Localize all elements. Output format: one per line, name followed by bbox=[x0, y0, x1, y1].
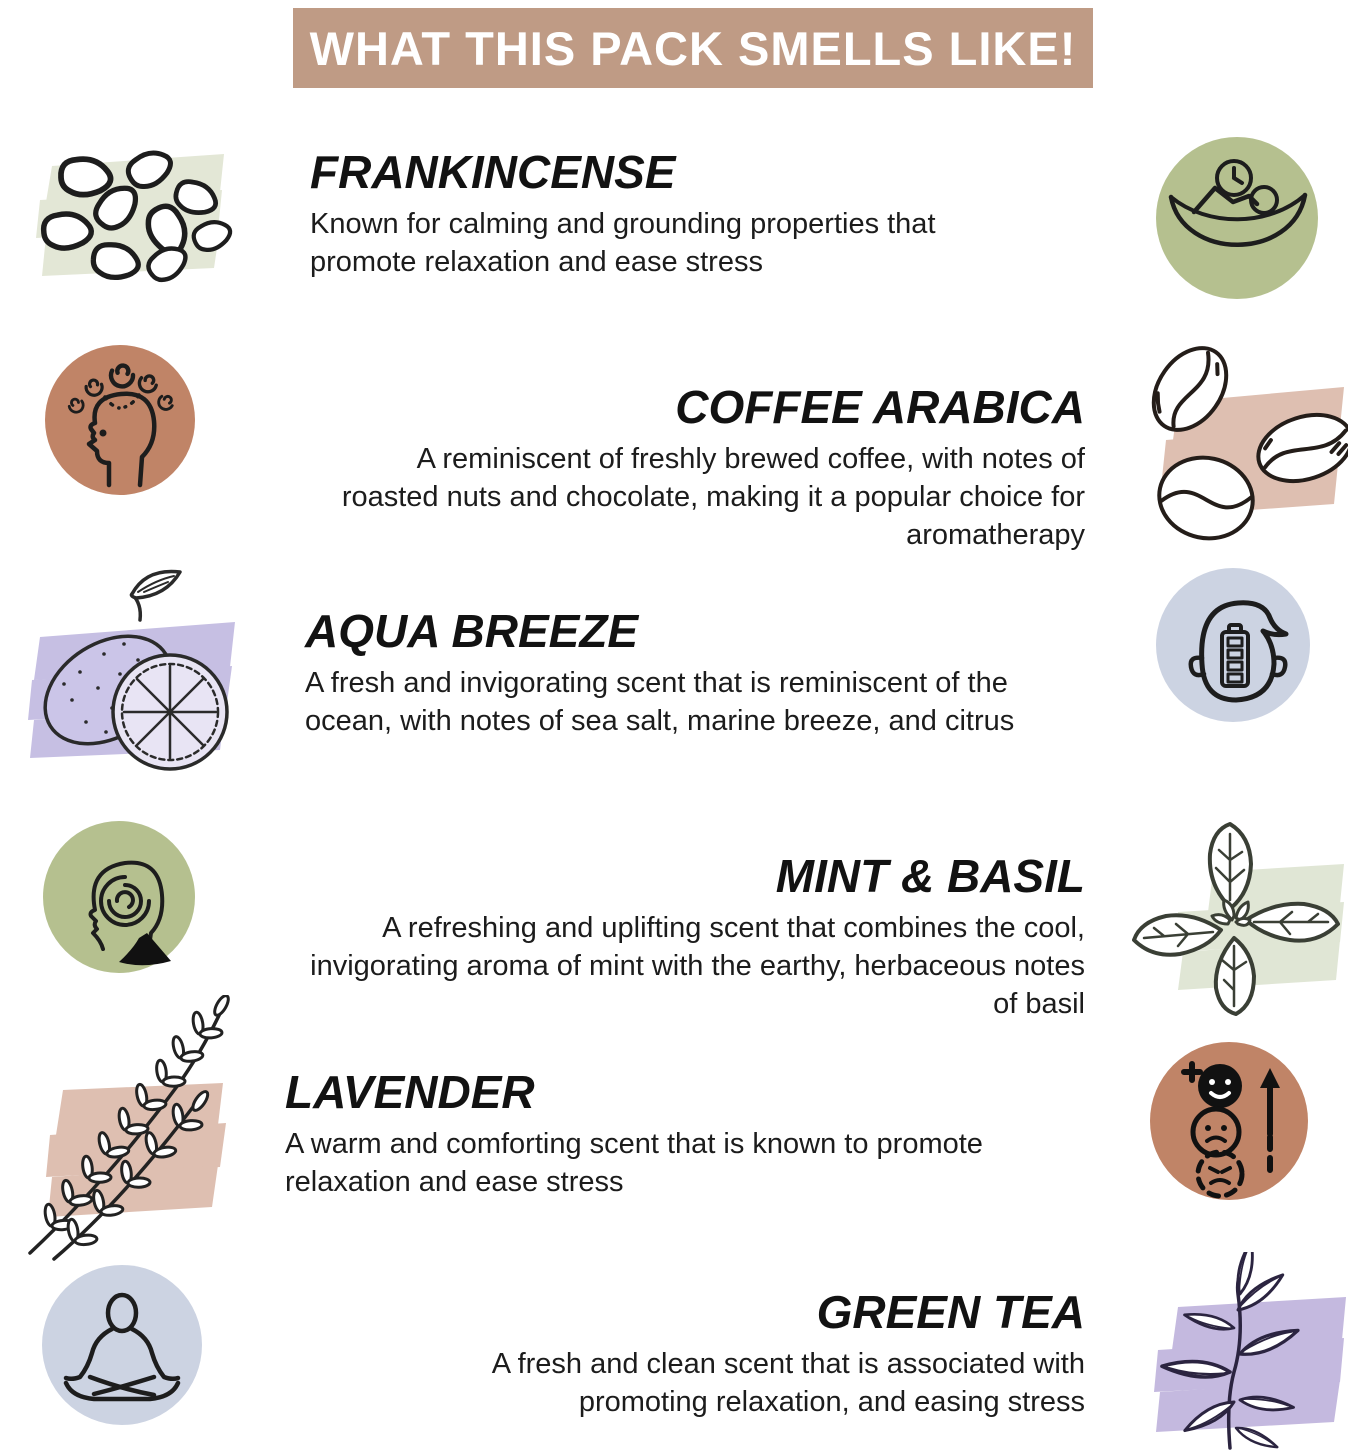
section-coffee-arabica bbox=[325, 383, 1085, 554]
section-mint-basil bbox=[310, 852, 1085, 1023]
section-frankincense bbox=[310, 148, 1045, 282]
lavender-sprig-illustration bbox=[18, 995, 258, 1265]
scent-title-coffee-arabica: COFFEE ARABICA bbox=[675, 381, 1085, 433]
frankincense-resin-illustration bbox=[22, 138, 237, 300]
scent-title-lavender: LAVENDER bbox=[285, 1066, 535, 1118]
scent-title-frankincense: FRANKINCENSE bbox=[310, 146, 676, 198]
scent-description-green-tea: A fresh and clean scent that is associated with promoting relaxation, and easing stress bbox=[491, 1348, 1085, 1418]
scent-title-mint-basil: MINT & BASIL bbox=[775, 850, 1085, 902]
section-aqua-breeze bbox=[305, 607, 1065, 741]
scent-description-aqua-breeze: A fresh and invigorating scent that is reminiscent of the ocean, with notes of sea salt, marine breeze, and citrus bbox=[305, 667, 1015, 737]
scent-description-frankincense: Known for calming and grounding properties that promote relaxation and ease stress bbox=[310, 208, 936, 278]
head-with-swirls-icon bbox=[45, 345, 195, 495]
meditation-lotus-icon bbox=[42, 1265, 202, 1425]
scent-title-green-tea: GREEN TEA bbox=[816, 1286, 1085, 1338]
header-banner bbox=[293, 8, 1093, 88]
lemon-citrus-illustration bbox=[20, 562, 248, 780]
page-title: WHAT THIS PACK SMELLS LIKE! bbox=[309, 21, 1077, 75]
mint-leaves-illustration bbox=[1118, 812, 1348, 1030]
scent-description-mint-basil: A refreshing and uplifting scent that combines the cool, invigorating aroma of mint with the earthy, herbaceous notes of basil bbox=[310, 912, 1085, 1020]
scent-title-aqua-breeze: AQUA BREEZE bbox=[305, 605, 639, 657]
head-battery-recharge-icon bbox=[1156, 568, 1310, 722]
hammock-relax-clock-icon bbox=[1156, 137, 1318, 299]
scent-description-coffee-arabica: A reminiscent of freshly brewed coffee, with notes of roasted nuts and chocolate, making it a popular choice for aromatherapy bbox=[341, 443, 1085, 551]
scent-description-lavender: A warm and comforting scent that is known to promote relaxation and ease stress bbox=[285, 1128, 983, 1198]
section-green-tea bbox=[385, 1288, 1085, 1422]
coffee-beans-illustration bbox=[1118, 332, 1348, 550]
mood-improvement-faces-icon bbox=[1150, 1042, 1308, 1200]
section-lavender bbox=[285, 1068, 1055, 1202]
green-tea-leaves-illustration bbox=[1118, 1252, 1350, 1450]
head-spiral-calm-icon bbox=[43, 821, 195, 973]
